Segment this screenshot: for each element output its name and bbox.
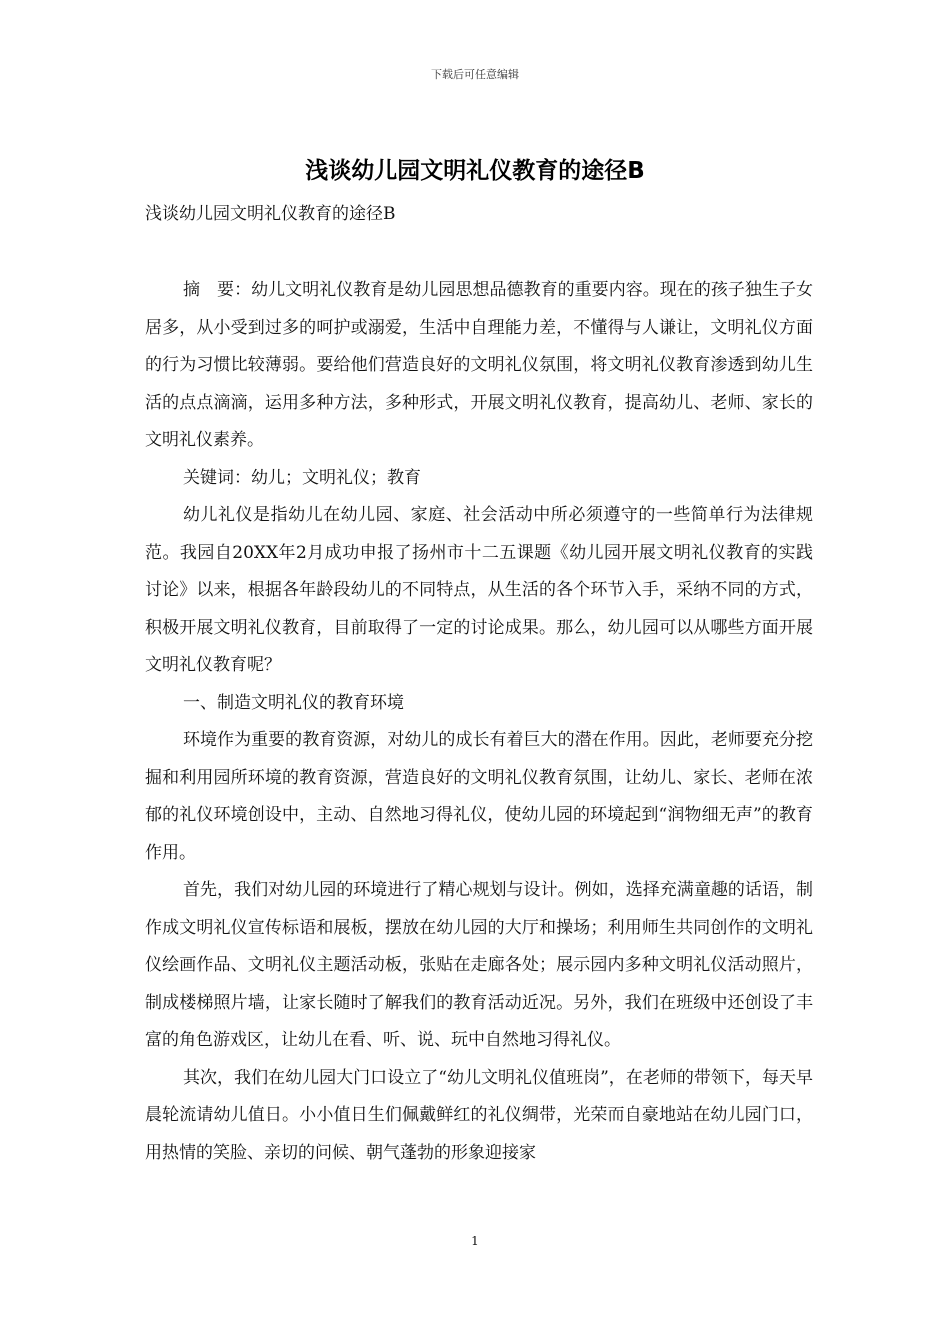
document-subtitle: 浅谈幼儿园文明礼仪教育的途径B: [145, 204, 396, 224]
body-paragraph: 其次，我们在幼儿园大门口设立了“幼儿文明礼仪值班岗”，在老师的带领下，每天早晨轮流请幼儿值日。小小值日生们佩戴鲜红的礼仪绸带，光荣而自豪地站在幼儿园门口，用热情的笑脸、亲切的问候、朝气蓬勃的形象迎接家: [145, 1067, 813, 1163]
body-paragraph: 环境作为重要的教育资源，对幼儿的成长有着巨大的潜在作用。因此，老师要充分挖掘和利用园所环境的教育资源，营造良好的文明礼仪教育氛围，让幼儿、家长、老师在浓郁的礼仪环境创设中，主动、自然地习得礼仪，使幼儿园的环境起到“润物细无声”的教育作用。: [145, 730, 813, 863]
body-paragraph: 首先，我们对幼儿园的环境进行了精心规划与设计。例如，选择充满童趣的话语，制作成文明礼仪宣传标语和展板，摆放在幼儿园的大厅和操场；利用师生共同创作的文明礼仪绘画作品、文明礼仪主题活动板，张贴在走廊各处；展示园内多种文明礼仪活动照片，制成楼梯照片墙，让家长随时了解我们的教育活动近况。另外，我们在班级中还创设了丰富的角色游戏区，让幼儿在看、听、说、玩中自然地习得礼仪。: [145, 880, 813, 1050]
page-header: 下载后可任意编辑: [431, 68, 519, 81]
document-title: 浅谈幼儿园文明礼仪教育的途径B: [305, 158, 645, 184]
document-body: [145, 272, 813, 1172]
body-paragraph: 幼儿礼仪是指幼儿在幼儿园、家庭、社会活动中所必须遵守的一些简单行为法律规范。我园自20XX年2月成功申报了扬州市十二五课题《幼儿园开展文明礼仪教育的实践讨论》以来，根据各年龄段幼儿的不同特点，从生活的各个环节入手，采纳不同的方式，积极开展文明礼仪教育，目前取得了一定的讨论成果。那么，幼儿园可以从哪些方面开展文明礼仪教育呢？: [145, 505, 813, 675]
page-number: 1: [471, 1234, 479, 1248]
keywords-paragraph: 关键词：幼儿；文明礼仪；教育: [183, 467, 421, 488]
abstract-paragraph: 摘 要：幼儿文明礼仪教育是幼儿园思想品德教育的重要内容。现在的孩子独生子女居多，从小受到过多的呵护或溺爱，生活中自理能力差，不懂得与人谦让，文明礼仪方面的行为习惯比较薄弱。要给他们营造良好的文明礼仪氛围，将文明礼仪教育渗透到幼儿生活的点点滴滴，运用多种方法，多种形式，开展文明礼仪教育，提高幼儿、老师、家长的文明礼仪素养。: [145, 280, 813, 450]
section-heading: 一、制造文明礼仪的教育环境: [183, 692, 404, 713]
